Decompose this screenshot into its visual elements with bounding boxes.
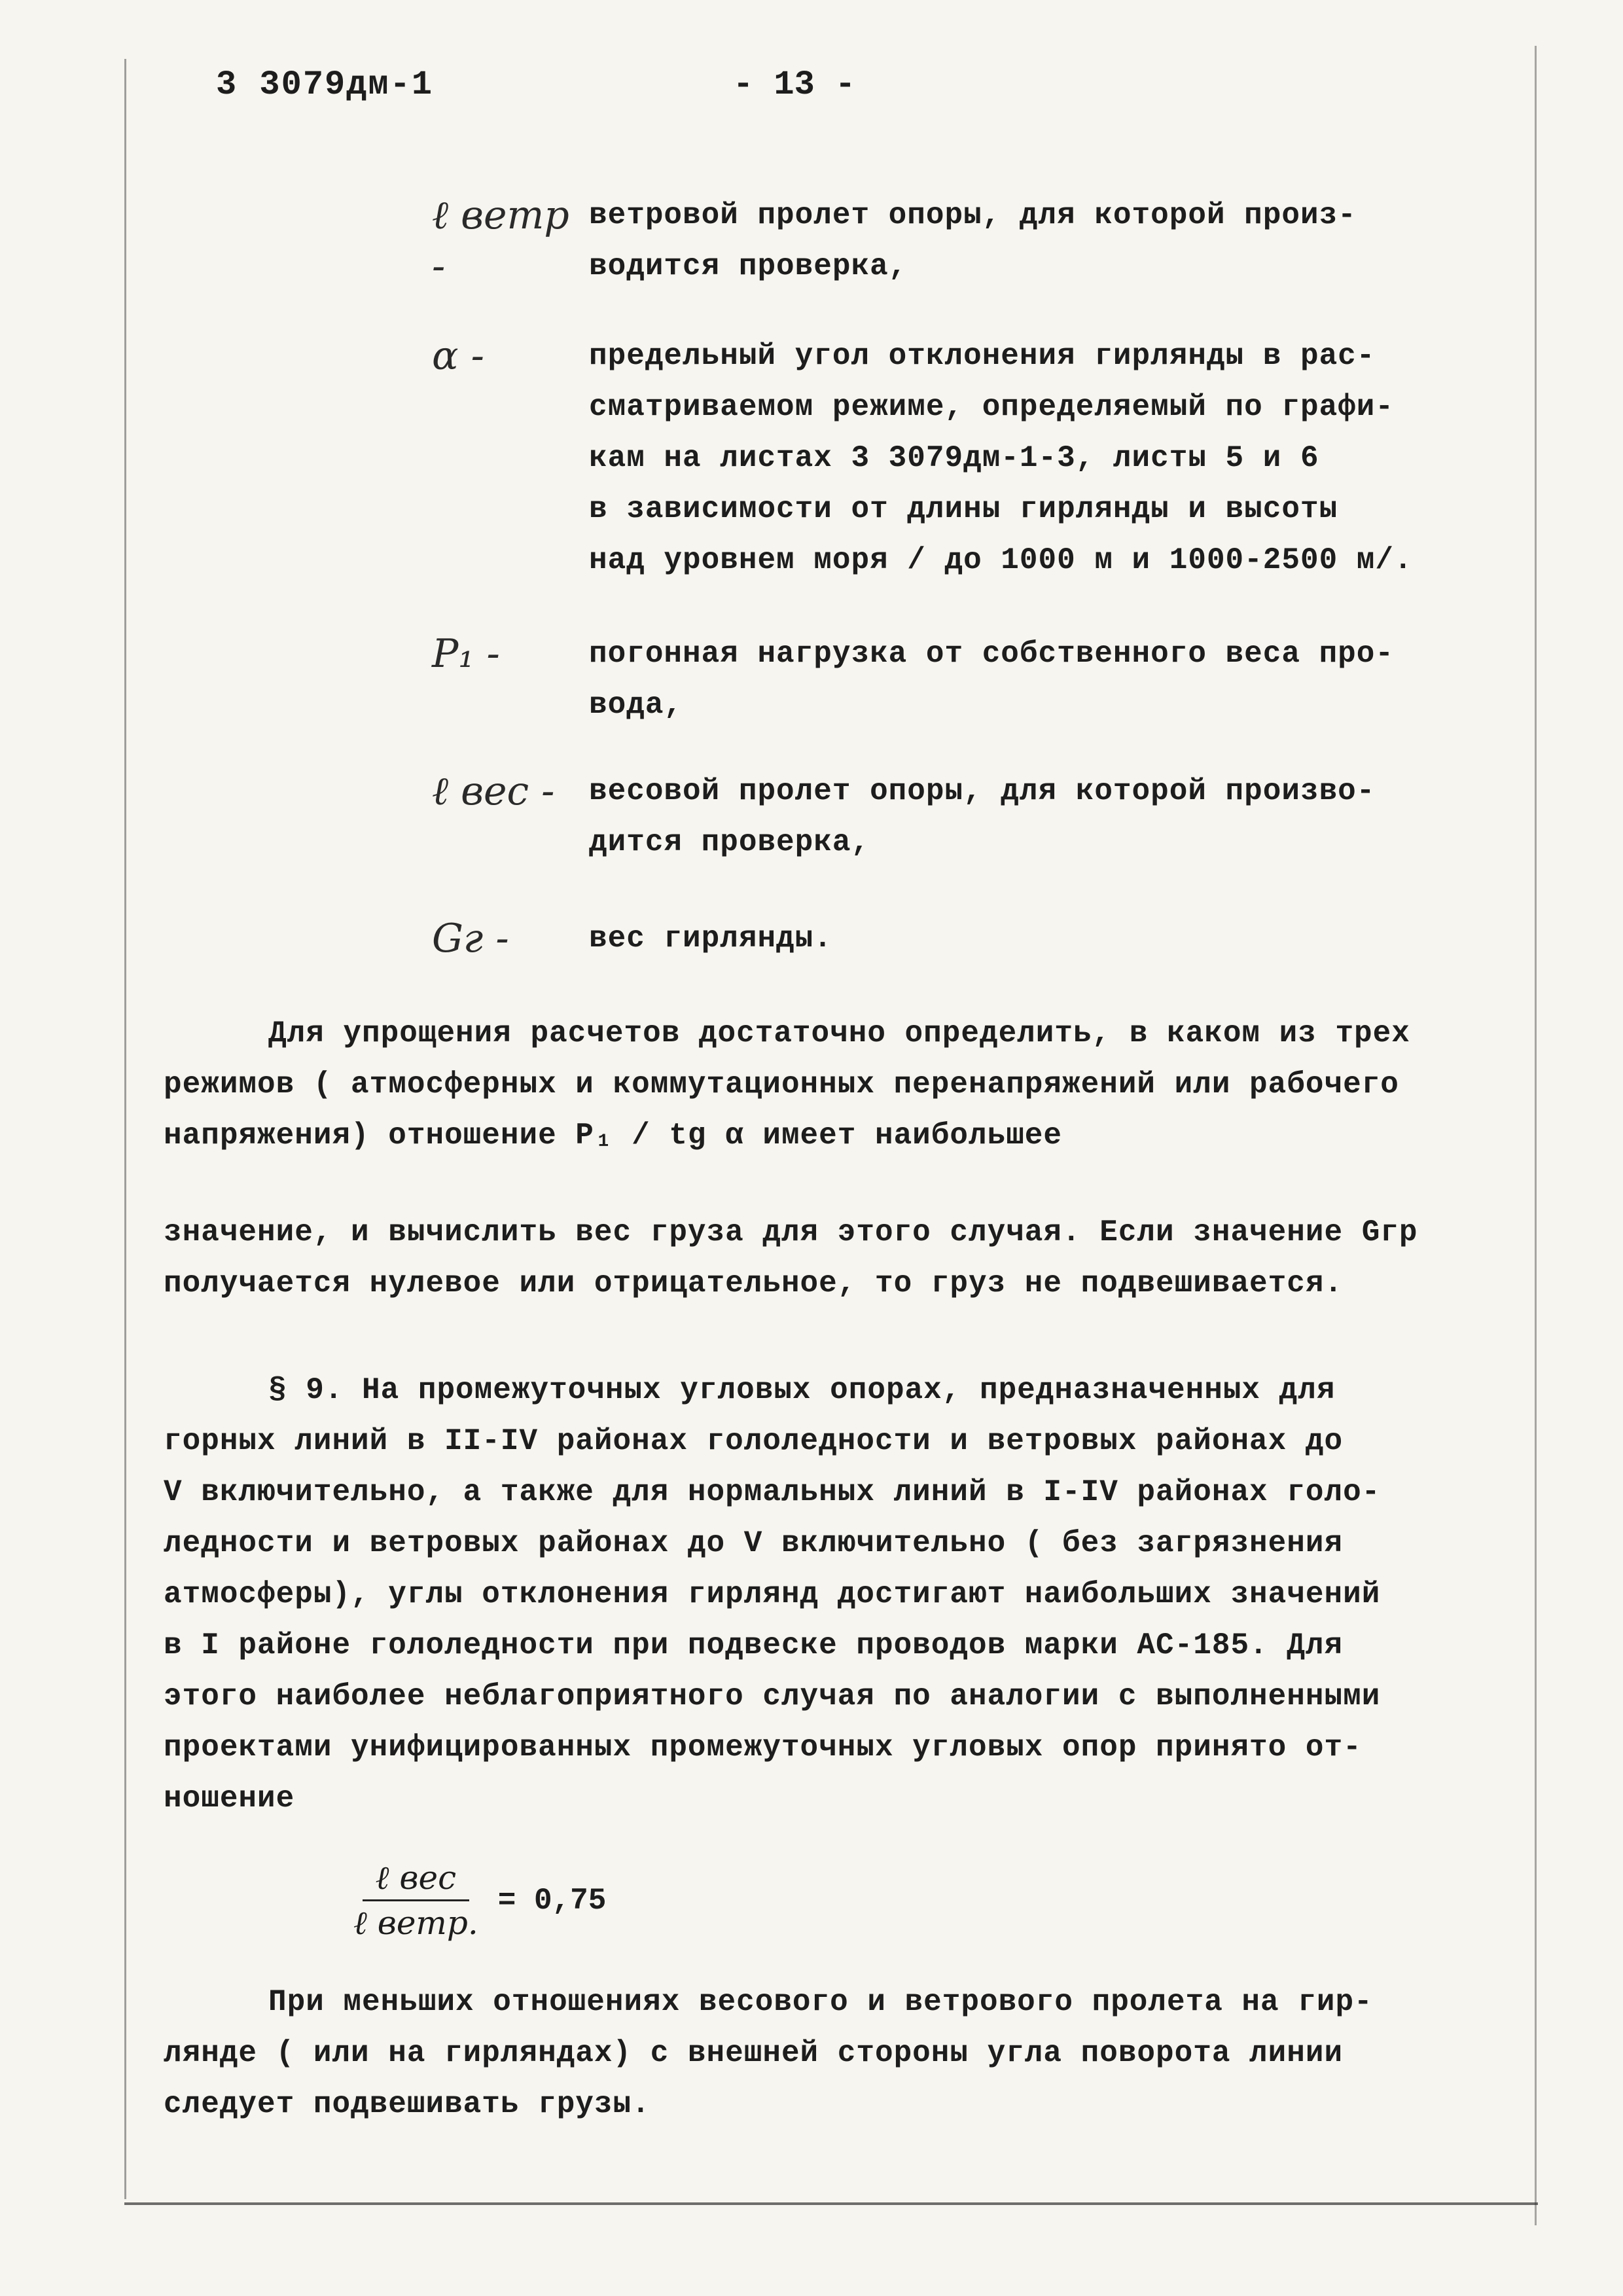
paragraph-line: V включительно, а также для нормальных линий в I-IV районах голо- — [164, 1475, 1381, 1509]
paragraph-line: лянде ( или на гирляндах) с внешней стороны угла поворота линии — [164, 2036, 1344, 2070]
paragraph-line: режимов ( атмосферных и коммутационных перенапряжений или рабочего — [164, 1067, 1399, 1102]
paragraph-line: атмосферы), углы отклонения гирлянд достигают наибольших значений — [164, 1577, 1381, 1611]
definition-angle — [432, 331, 1505, 586]
definition-line: погонная нагрузка от собственного веса про- — [589, 637, 1394, 671]
definition-line: вес гирлянды. — [589, 922, 832, 956]
scan-edge-bottom — [124, 2202, 1538, 2205]
definition-text — [589, 331, 1505, 586]
definition-load — [432, 628, 1505, 730]
paragraph-line: следует подвешивать грузы. — [164, 2087, 651, 2121]
definition-text — [589, 913, 1505, 964]
paragraph-section-9 — [164, 1365, 1512, 1824]
definition-line: водится проверка, — [589, 249, 908, 283]
paragraph-line: Для упрощения расчетов достаточно определить, в каком из трех — [268, 1016, 1410, 1050]
symbol-l-weight: ℓ вес - — [432, 768, 555, 814]
span-ratio — [353, 1859, 606, 1942]
page-number: - 13 - — [733, 65, 856, 104]
definition-garland-weight — [432, 913, 1505, 964]
paragraph-simplification — [164, 1008, 1512, 1309]
symbol-l-wind: ℓ ветр - — [432, 192, 569, 289]
paragraph-line: напряжения) отношение P₁ / tg α имеет наибольшее — [164, 1119, 1063, 1153]
paragraph-line: При меньших отношениях весового и ветрового пролета на гир- — [268, 1985, 1373, 2019]
symbol-p1: P₁ - — [432, 631, 500, 677]
ratio-value: = 0,75 — [497, 1883, 607, 1918]
definition-text — [589, 766, 1505, 868]
symbol-gg: Gг - — [432, 916, 509, 961]
paragraph-line: горных линий в II-IV районах гололедности и ветровых районах до — [164, 1424, 1344, 1458]
definition-text — [589, 190, 1505, 292]
paragraph-line: этого наиболее неблагоприятного случая по аналогии с выполненными — [164, 1679, 1381, 1713]
span-ratio-fraction — [353, 1859, 478, 1942]
definition-wind-span — [432, 190, 1505, 292]
paragraph-line: § 9. На промежуточных угловых опорах, предназначенных для — [268, 1373, 1336, 1407]
definition-line: кам на листах 3 3079дм-1-3, листы 5 и 6 — [589, 441, 1319, 475]
paragraph-line: проектами унифицированных промежуточных угловых опор принято от- — [164, 1731, 1362, 1765]
paragraph-line: ледности и ветровых районах до V включительно ( без загрязнения — [164, 1526, 1344, 1560]
paragraph-smaller-ratios — [164, 1977, 1512, 2130]
symbol-alpha: α - — [432, 333, 484, 379]
definition-line: предельный угол отклонения гирлянды в рас- — [589, 339, 1376, 373]
definition-text — [589, 628, 1505, 730]
definition-line: весовой пролет опоры, для которой произво- — [589, 774, 1376, 808]
definition-line: ветровой пролет опоры, для которой произ- — [589, 198, 1357, 232]
paragraph-line: получается нулевое или отрицательное, то груз не подвешивается. — [164, 1266, 1344, 1300]
paragraph-line: ношение — [164, 1782, 295, 1816]
document-code: 3 3079дм-1 — [216, 65, 434, 104]
definition-line: вода, — [589, 688, 683, 722]
ratio-denominator: ℓ ветр. — [353, 1904, 478, 1942]
definition-line: сматриваемом режиме, определяемый по графи- — [589, 390, 1394, 424]
definition-line: дится проверка, — [589, 825, 870, 859]
ratio-numerator: ℓ вес — [363, 1859, 469, 1901]
definition-line: в зависимости от длины гирлянды и высоты — [589, 492, 1338, 526]
definition-line: над уровнем моря / до 1000 м и 1000-2500 м/. — [589, 543, 1413, 577]
scan-edge-left — [124, 59, 126, 2199]
definition-weight-span — [432, 766, 1505, 868]
paragraph-line: в I районе гололедности при подвеске проводов марки АС-185. Для — [164, 1628, 1344, 1662]
paragraph-line: значение, и вычислить вес груза для этого случая. Если значение Gгр — [164, 1215, 1418, 1249]
scan-edge-right — [1535, 46, 1537, 2225]
